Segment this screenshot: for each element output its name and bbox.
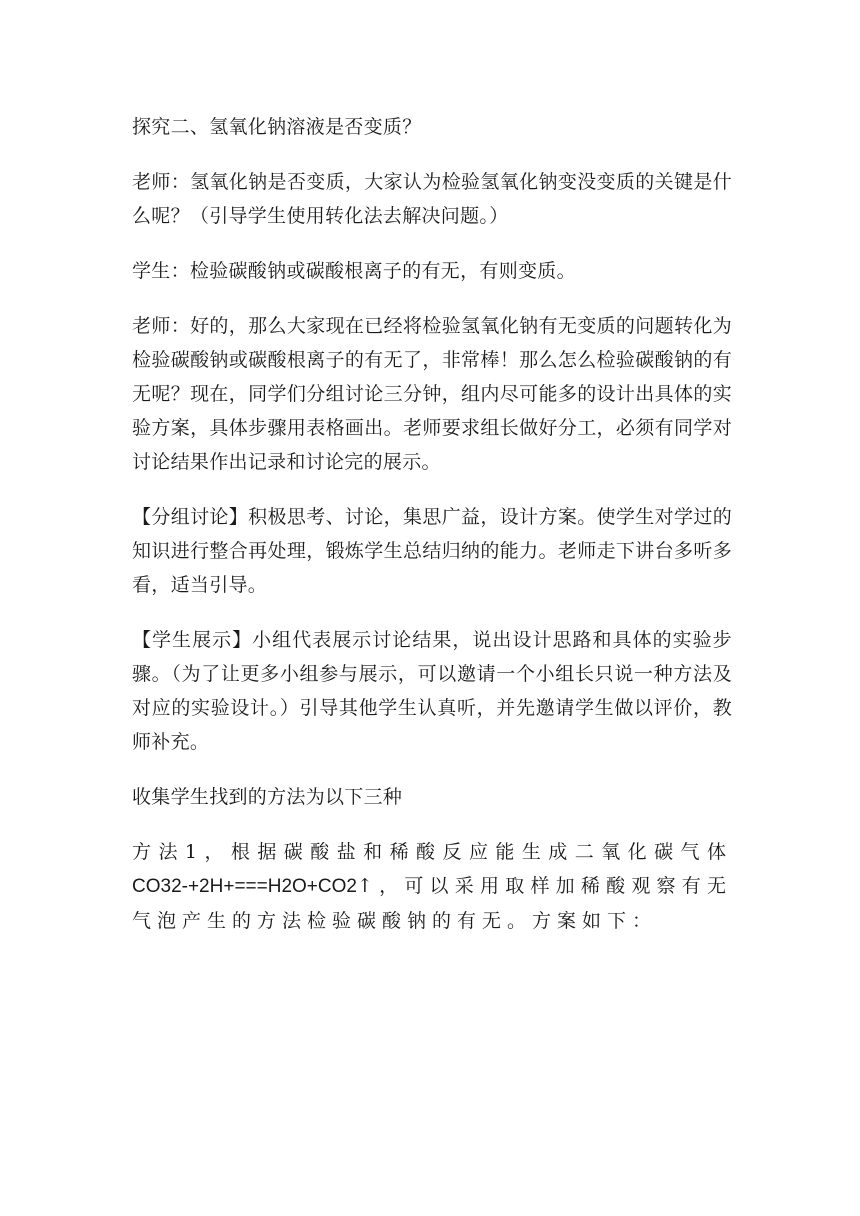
document-page (132, 110, 732, 959)
paragraph-method-1 (132, 835, 732, 938)
gas-arrow-symbol: ↑ (356, 875, 379, 897)
paragraph-group-discussion: 【分组讨论】积极思考、讨论，集思广益，设计方案。使学生对学过的知识进行整合再处理，锻炼学生总结归纳的能力。老师走下讲台多听多看，适当引导。 (132, 506, 732, 596)
paragraph-methods-intro: 收集学生找到的方法为以下三种 (132, 786, 403, 808)
method-1-text-b: ，可以采用取样加稀酸观察有无气泡产生的方法检验碳酸钠的有无。方案如下： (132, 875, 732, 932)
method-1-text-a: 方法1，根据碳酸盐和稀酸反应能生成二氧化碳气体 (132, 841, 732, 863)
chemical-equation: CO32-+2H+===H2O+CO2 (132, 876, 357, 897)
paragraph-student-presentation: 【学生展示】小组代表展示讨论结果，说出设计思路和具体的实验步骤。（为了让更多小组参与展示，可以邀请一个小组长只说一种方法及对应的实验设计。）引导其他学生认真听，并先邀请学生做以评价，教师补充。 (132, 629, 732, 753)
paragraph-teacher-question: 老师：氢氧化钠是否变质，大家认为检验氢氧化钠变没变质的关键是什么呢？（引导学生使用转化法去解决问题。） (132, 171, 732, 227)
paragraph-teacher-instruction: 老师：好的，那么大家现在已经将检验氢氧化钠有无变质的问题转化为检验碳酸钠或碳酸根离子的有无了，非常棒！那么怎么检验碳酸钠的有无呢？现在，同学们分组讨论三分钟，组内尽可能多的设计出具体的实验方案，具体步骤用表格画出。老师要求组长做好分工，必须有同学对讨论结果作出记录和讨论完的展示。 (132, 315, 732, 473)
paragraph-student-answer: 学生：检验碳酸钠或碳酸根离子的有无，有则变质。 (132, 260, 576, 282)
section-heading: 探究二、氢氧化钠溶液是否变质？ (132, 116, 422, 138)
